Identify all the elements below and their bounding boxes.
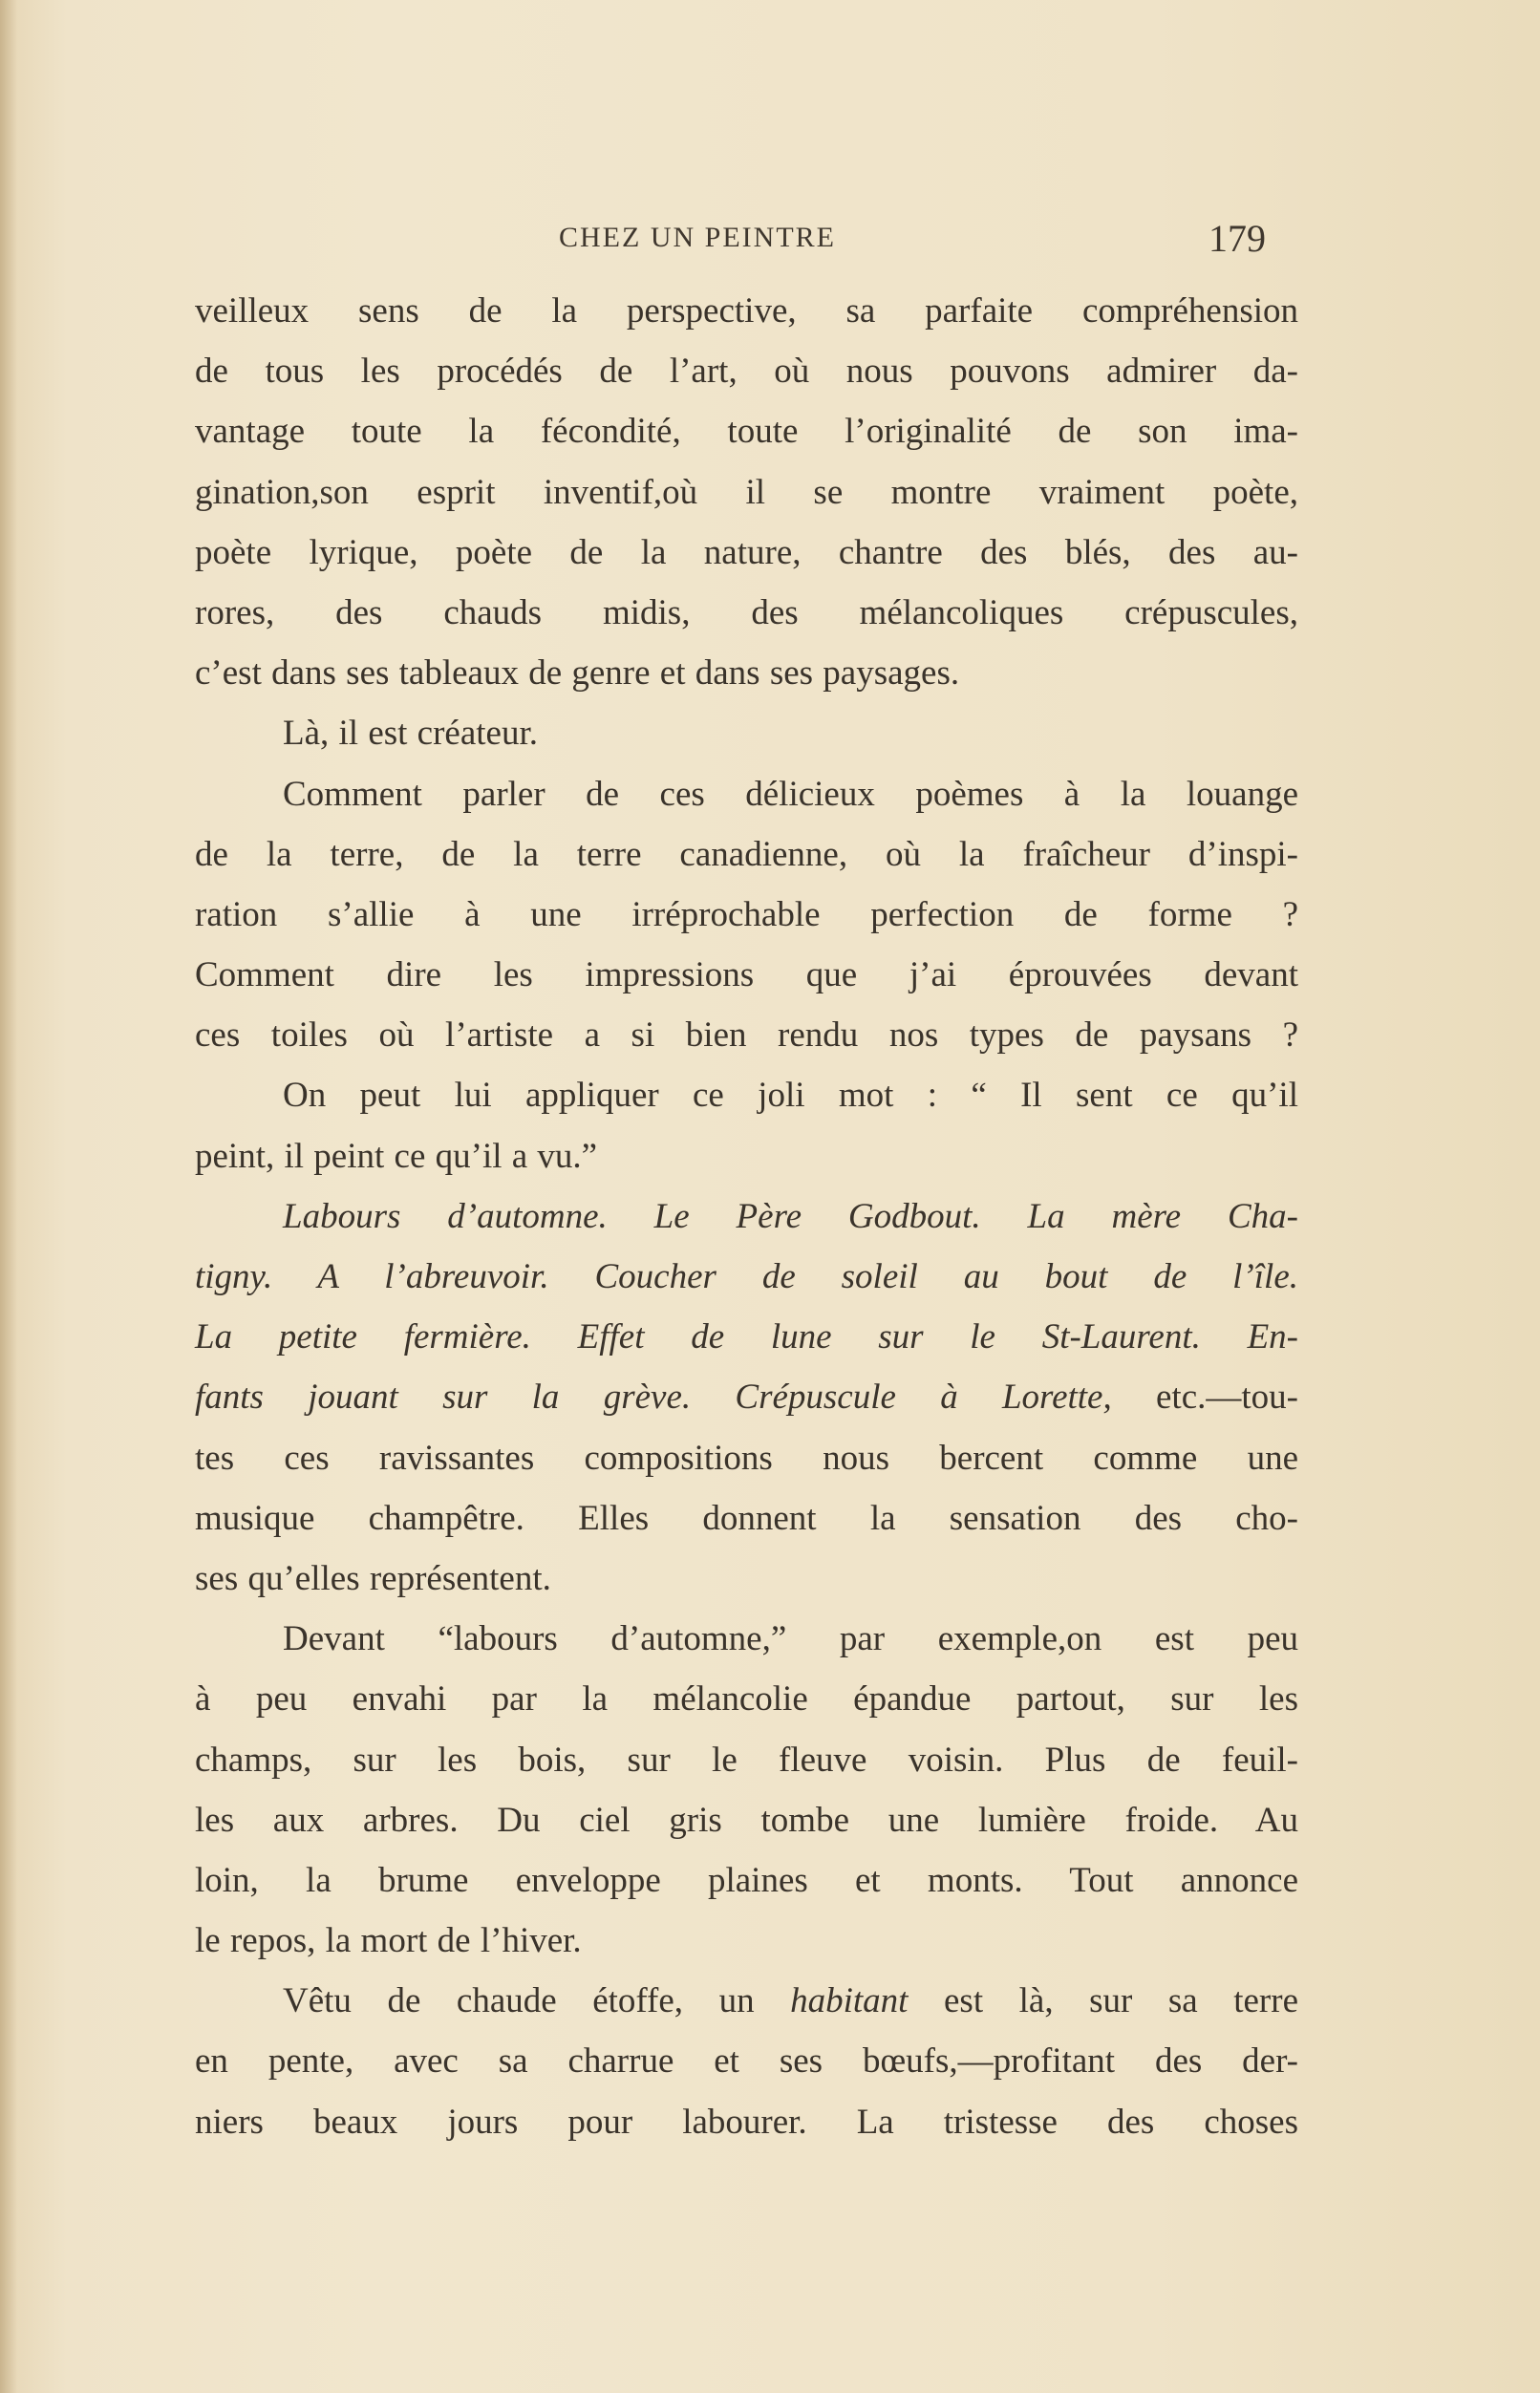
text-segment: veilleux sens de la perspective, sa parfaite compréhension [195,291,1298,331]
text-segment: de la terre, de la terre canadienne, où la fraîcheur d’inspi- [195,834,1298,874]
text-line [195,643,1298,703]
text-line [195,1549,1298,1609]
text-segment: rores, des chauds midis, des mélancoliques crépuscules, [195,592,1298,632]
text-line [195,2092,1298,2152]
running-head [0,214,1540,262]
text-line [195,2031,1298,2091]
text-line [195,764,1298,824]
text-segment: ration s’allie à une irréprochable perfection de forme ? [195,894,1298,934]
text-line [195,1850,1298,1911]
text-line [195,1367,1298,1427]
text-line [195,1911,1298,1971]
text-segment: Là, il est créateur. [283,714,539,754]
text-segment: Vêtu de chaude étoffe, un [283,1981,791,2021]
body-text [195,281,1298,2152]
text-line [195,1186,1298,1247]
text-line [195,1065,1298,1125]
text-segment: champs, sur les bois, sur le fleuve voisin. Plus de feuil- [195,1740,1298,1780]
running-title: CHEZ UN PEINTRE [559,222,836,253]
text-line [195,462,1298,523]
text-segment: c’est dans ses tableaux de genre et dans ses paysages. [195,653,960,694]
text-line [195,1307,1298,1367]
text-segment: poète lyrique, poète de la nature, chantre des blés, des au- [195,532,1298,572]
text-line [195,1971,1298,2031]
text-segment: musique champêtre. Elles donnent la sensation des cho- [195,1498,1298,1538]
text-line [195,1790,1298,1850]
text-segment: est là, sur sa terre [908,1981,1298,2021]
italic-text: habitant [790,1981,909,2021]
text-line [195,281,1298,341]
text-line [195,341,1298,401]
text-line [195,703,1298,763]
text-segment: On peut lui appliquer ce joli mot : “ Il sent ce qu’il [283,1076,1298,1116]
text-segment: tes ces ravissantes compositions nous bercent comme une [195,1438,1298,1478]
text-line [195,1005,1298,1065]
text-line [195,401,1298,461]
text-segment: vantage toute la fécondité, toute l’originalité de son ima- [195,412,1298,452]
text-segment: ses qu’elles représentent. [195,1558,551,1598]
page-number: 179 [1208,217,1266,260]
text-segment: gination,son esprit inventif,où il se montre vraiment poète, [195,472,1298,512]
italic-text: Labours d’automne. Le Père Godbout. La mère Cha- [283,1196,1298,1236]
text-segment: de tous les procédés de l’art, où nous pouvons admirer da- [195,352,1298,392]
text-segment: ces toiles où l’artiste a si bien rendu nos types de paysans ? [195,1015,1298,1056]
text-line [195,1126,1298,1186]
text-segment: le repos, la mort de l’hiver. [195,1921,582,1961]
text-segment: etc.—tou- [1111,1378,1298,1418]
text-line [195,1247,1298,1307]
text-segment: niers beaux jours pour labourer. La tristesse des choses [195,2102,1298,2142]
italic-text: tigny. A l’abreuvoir. Coucher de soleil au bout de l’île. [195,1257,1298,1296]
text-segment: peint, il peint ce qu’il a vu.” [195,1136,598,1176]
text-line [195,885,1298,945]
text-line [195,523,1298,583]
text-segment: les aux arbres. Du ciel gris tombe une lumière froide. Au [195,1800,1298,1840]
text-line [195,1730,1298,1790]
text-segment: à peu envahi par la mélancolie épandue partout, sur les [195,1679,1298,1720]
page-edge-shadow [0,0,17,2393]
text-line [195,824,1298,885]
text-line [195,1609,1298,1669]
text-line [195,583,1298,643]
italic-text: fants jouant sur la grève. Crépuscule à Lorette, [195,1378,1112,1418]
text-segment: en pente, avec sa charrue et ses bœufs,—profitant des der- [195,2041,1298,2082]
text-segment: Comment parler de ces délicieux poèmes à la louange [283,774,1298,814]
italic-text: La petite fermière. Effet de lune sur le St-Laurent. En- [195,1317,1298,1357]
text-segment: Comment dire les impressions que j’ai éprouvées devant [195,955,1298,995]
text-line [195,1669,1298,1729]
text-line [195,1428,1298,1488]
text-line [195,1488,1298,1549]
text-segment: Devant “labours d’automne,” par exemple,on est peu [283,1619,1298,1659]
text-segment: loin, la brume enveloppe plaines et monts. Tout annonce [195,1860,1298,1900]
text-line [195,945,1298,1005]
